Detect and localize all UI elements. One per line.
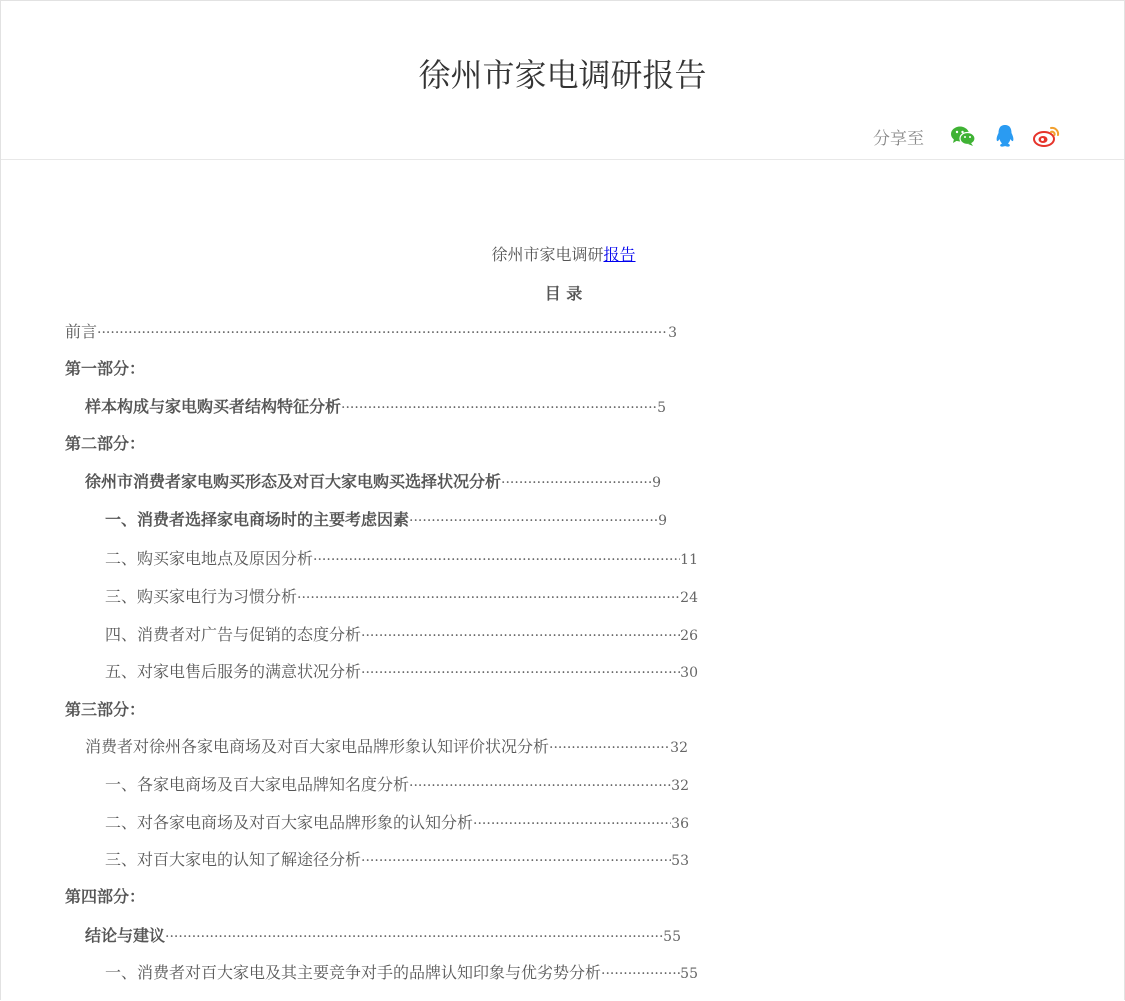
toc-entry-text: 一、消费者选择家电商场时的主要考虑因素 xyxy=(105,510,410,529)
article-body xyxy=(1,161,1124,1001)
toc-entry-text: 四、消费者对广告与促销的态度分析 xyxy=(105,625,362,644)
toc-page-number: 55 xyxy=(663,929,681,945)
toc-leader xyxy=(297,587,680,609)
toc-leader xyxy=(361,662,680,684)
toc-leader xyxy=(361,850,671,872)
toc-page-number: 11 xyxy=(680,552,698,568)
toc-leader xyxy=(501,472,652,494)
toc-entry xyxy=(85,736,688,759)
toc-section-1 xyxy=(65,358,145,380)
toc-leader xyxy=(409,510,658,532)
toc-entry xyxy=(105,548,698,571)
toc-leader xyxy=(473,813,671,835)
toc-entry xyxy=(105,812,689,835)
toc-page-number: 30 xyxy=(680,665,698,681)
toc-entry xyxy=(105,624,698,647)
toc-leader xyxy=(97,322,668,344)
toc-page-number: 26 xyxy=(680,628,698,644)
toc-page-number: 5 xyxy=(657,400,666,416)
share-bar xyxy=(873,121,1062,151)
toc-entry-text: 二、购买家电地点及原因分析 xyxy=(105,549,314,568)
toc-leader xyxy=(313,549,680,571)
toc-leader xyxy=(549,737,670,759)
toc-entry-text: 一、各家电商场及百大家电品牌知名度分析 xyxy=(105,775,410,794)
toc-page-number: 53 xyxy=(671,853,689,869)
share-label: 分享至 xyxy=(873,128,924,149)
toc-page-number: 24 xyxy=(680,590,698,606)
page-title: 徐州市家电调研报告 xyxy=(418,56,707,94)
toc-entry-text: 三、对百大家电的认知了解途径分析 xyxy=(105,850,362,869)
toc-section-text: 第四部分： xyxy=(65,887,146,906)
toc-leader xyxy=(601,963,680,985)
toc-leader xyxy=(165,926,663,948)
document-title xyxy=(1,244,1125,266)
toc-entry xyxy=(105,962,698,985)
toc-page-number: 36 xyxy=(671,816,689,832)
toc-section-3 xyxy=(65,699,145,721)
toc-entry xyxy=(105,586,698,609)
article-header xyxy=(1,1,1124,160)
toc-section-text: 第一部分： xyxy=(65,359,146,378)
toc-page-number: 55 xyxy=(680,966,698,982)
document-title-text: 徐州市家电调研 xyxy=(491,245,604,264)
toc-entry-text: 三、购买家电行为习惯分析 xyxy=(105,587,298,606)
toc-entry-preface xyxy=(65,321,677,344)
toc-heading: 目 录 xyxy=(544,284,583,303)
toc-entry-text: 五、对家电售后服务的满意状况分析 xyxy=(105,662,362,681)
toc-entry xyxy=(105,509,667,532)
toc-section-text: 第二部分： xyxy=(65,434,146,453)
toc-entry-text: 消费者对徐州各家电商场及对百大家电品牌形象认知评价状况分析 xyxy=(85,737,550,756)
toc-leader xyxy=(361,625,680,647)
weibo-icon[interactable] xyxy=(1032,121,1062,151)
toc-page-number: 32 xyxy=(670,740,688,756)
toc-entry-text: 二、对各家电商场及对百大家电品牌形象的认知分析 xyxy=(105,813,474,832)
toc-page-number: 9 xyxy=(652,475,661,491)
toc-entry xyxy=(85,471,661,494)
report-link[interactable]: 报告 xyxy=(603,245,636,264)
toc-entry-text: 徐州市消费者家电购买形态及对百大家电购买选择状况分析 xyxy=(85,472,502,491)
toc-entry-text: 前言 xyxy=(65,322,98,341)
toc-entry xyxy=(85,396,666,419)
qq-icon[interactable] xyxy=(990,121,1020,151)
toc-entry xyxy=(105,849,689,872)
toc-section-2 xyxy=(65,433,145,455)
toc-leader xyxy=(409,775,671,797)
toc-page-number: 9 xyxy=(658,513,667,529)
toc-entry-text: 样本构成与家电购买者结构特征分析 xyxy=(85,397,342,416)
toc-entry-text: 结论与建议 xyxy=(85,926,166,945)
toc-entry xyxy=(85,925,681,948)
toc-entry xyxy=(105,774,689,797)
toc-entry-text: 一、消费者对百大家电及其主要竞争对手的品牌认知印象与优劣势分析 xyxy=(105,963,602,982)
wechat-icon[interactable] xyxy=(948,121,978,151)
toc-page-number: 3 xyxy=(668,325,677,341)
toc-entry xyxy=(105,661,698,684)
toc-leader xyxy=(341,397,657,419)
toc-page-number: 32 xyxy=(671,778,689,794)
toc-section-text: 第三部分： xyxy=(65,700,146,719)
toc-section-4 xyxy=(65,886,145,908)
